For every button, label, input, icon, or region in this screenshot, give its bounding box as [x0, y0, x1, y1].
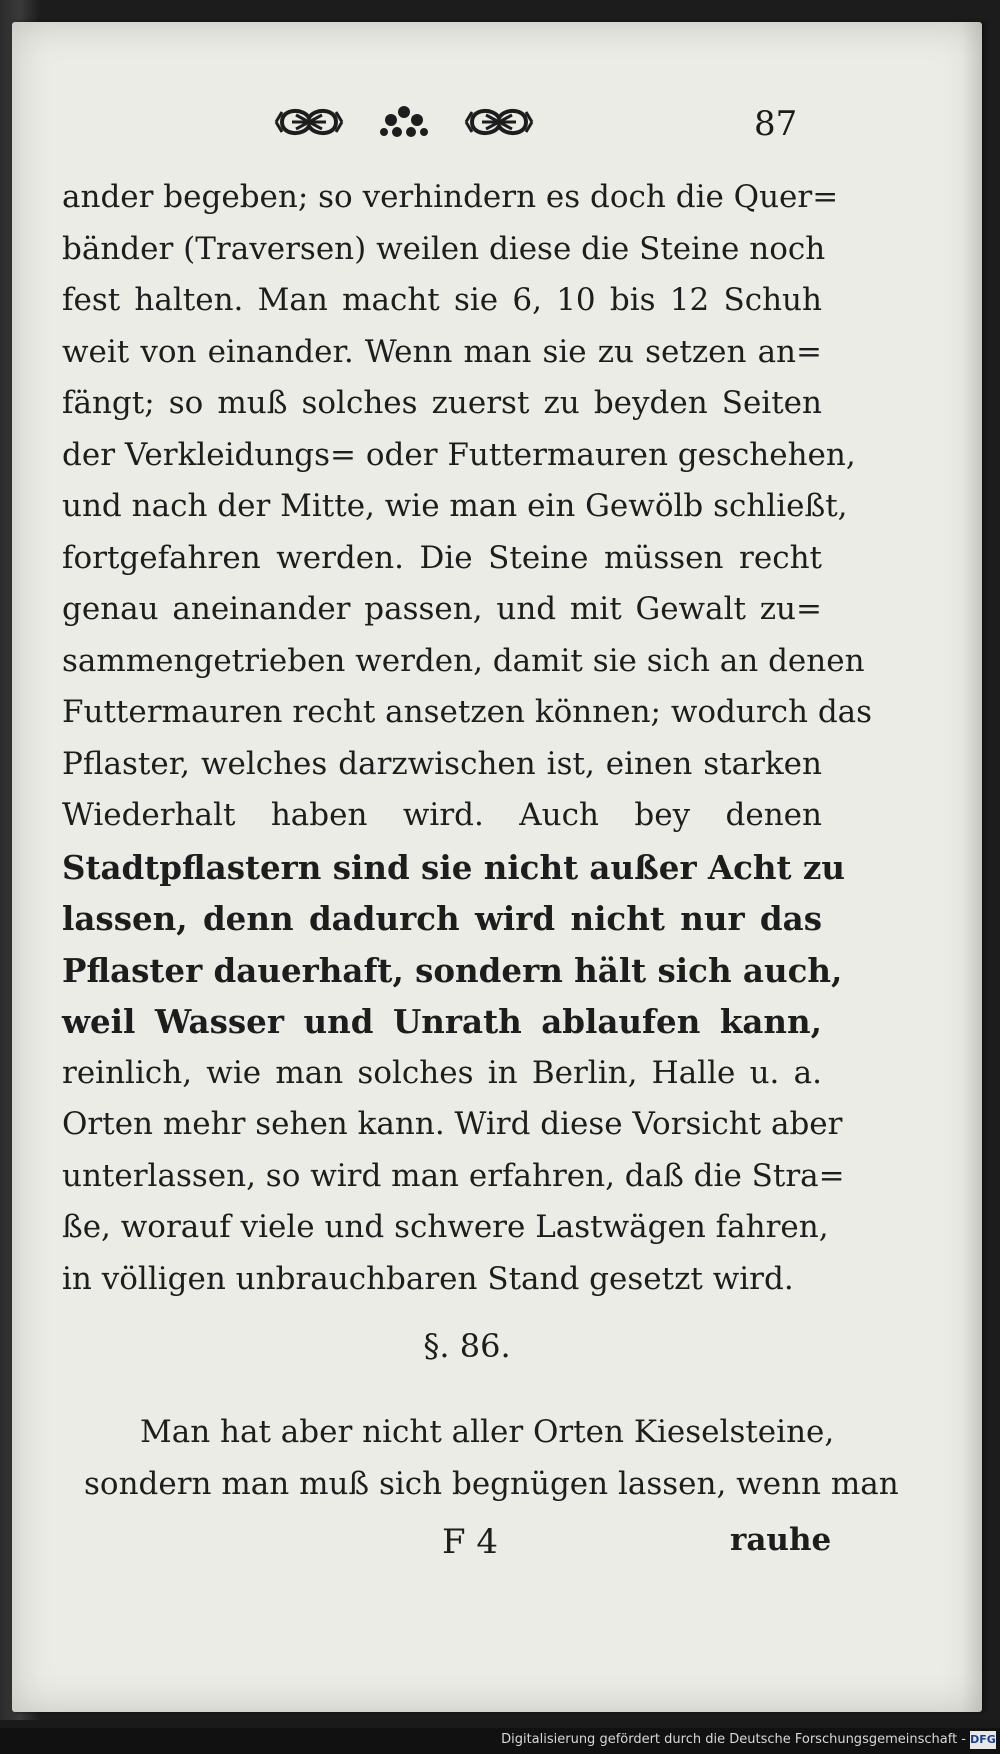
- right-ornament-icon: [464, 102, 534, 142]
- left-ornament-icon: [274, 102, 344, 142]
- text-line: und nach der Mitte, wie man ein Gewölb schließt,: [62, 488, 848, 524]
- text-line: bänder (Traversen) weilen diese die Steine noch: [62, 230, 826, 267]
- book-page: [12, 22, 982, 1712]
- text-line: fängt; so muß solches zuerst zu beyden Seiten: [62, 385, 822, 421]
- text-line: ße, worauf viele und schwere Lastwägen fahren,: [62, 1209, 829, 1245]
- header-ornaments: [274, 102, 574, 142]
- text-line: in völligen unbrauchbaren Stand gesetzt wird.: [62, 1260, 794, 1297]
- text-line: Pflaster dauerhaft, sondern hält sich auch,: [62, 950, 843, 990]
- text-line: fest halten. Man macht sie 6, 10 bis 12 Schuh: [62, 282, 822, 318]
- text-line: fortgefahren werden. Die Steine müssen recht: [62, 539, 822, 576]
- dfg-logo: DFG: [970, 1731, 996, 1749]
- center-crown-ornament-icon: [379, 102, 429, 142]
- text-line: genau aneinander passen, und mit Gewalt zu=: [62, 591, 822, 627]
- paragraph-2: [84, 1407, 899, 1510]
- text-line: Futtermauren recht ansetzen können; wodurch das: [62, 694, 873, 730]
- page-header: [12, 92, 982, 152]
- text-line: der Verkleidungs= oder Futtermauren geschehen,: [62, 436, 856, 473]
- page-number: 87: [754, 104, 798, 144]
- text-line: ander begeben; so verhindern es doch die Quer=: [62, 179, 839, 215]
- text-line: Stadtpflastern sind sie nicht außer Acht zu: [62, 847, 845, 887]
- text-line: weit von einander. Wenn man sie zu setzen an=: [62, 333, 822, 370]
- text-line: sammengetrieben werden, damit sie sich an denen: [62, 642, 865, 679]
- footer-bar: [0, 1728, 1000, 1754]
- text-line: Orten mehr sehen kann. Wird diese Vorsicht aber: [62, 1106, 843, 1142]
- text-line: weil Wasser und Unrath ablaufen kann,: [62, 1002, 822, 1041]
- catchword: rauhe: [730, 1522, 832, 1558]
- section-heading: §. 86.: [423, 1327, 511, 1365]
- text-line: Man hat aber nicht aller Orten Kieselsteine,: [140, 1414, 835, 1450]
- text-line: reinlich, wie man solches in Berlin, Halle u. a.: [62, 1054, 822, 1091]
- text-line: sondern man muß sich begnügen lassen, wenn man: [84, 1465, 899, 1502]
- text-line: lassen, denn dadurch wird nicht nur das: [62, 899, 822, 938]
- signature-mark: F 4: [442, 1522, 499, 1562]
- funding-credit: Digitalisierung gefördert durch die Deutsche Forschungsgemeinschaft -: [501, 1732, 966, 1747]
- text-line: Pflaster, welches darzwischen ist, einen starken: [62, 745, 822, 782]
- paragraph-1: [62, 172, 873, 1305]
- text-line: unterlassen, so wird man erfahren, daß die Stra=: [62, 1157, 845, 1194]
- text-line: Wiederhalt haben wird. Auch bey denen: [62, 797, 822, 833]
